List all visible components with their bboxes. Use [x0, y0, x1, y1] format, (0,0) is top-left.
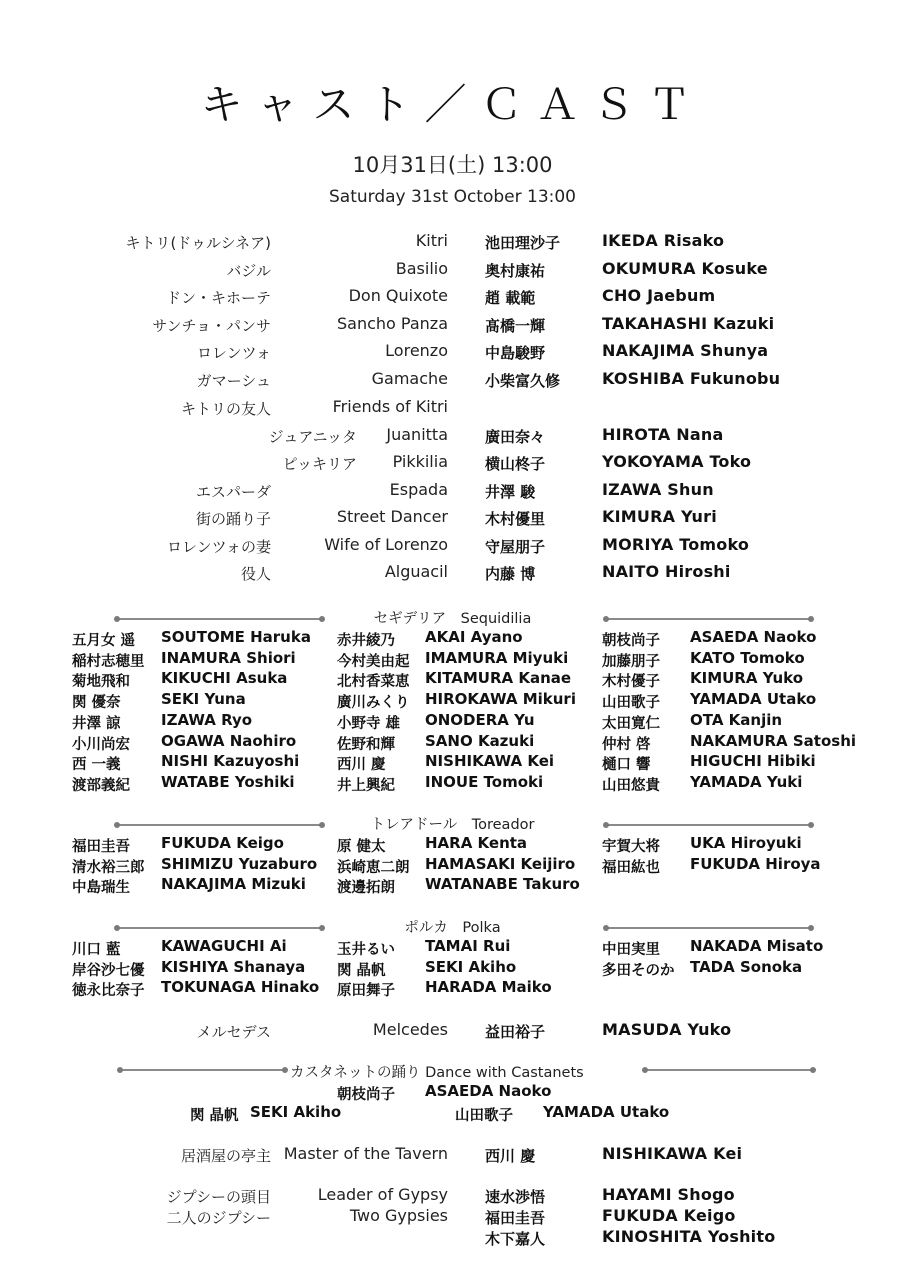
ensemble-name-jp: 関 優奈 — [72, 695, 121, 712]
ensemble-name-jp: 太田寛仁 — [602, 715, 660, 732]
cast-name-jp: 趙 載範 — [485, 289, 536, 307]
ensemble-name-jp: 渡邊拓朗 — [337, 880, 395, 897]
castanets-left-jp: 関 晶帆 — [190, 1108, 239, 1124]
ensemble-name-en: NAKADA Misato — [690, 937, 824, 955]
ensemble-name-jp: 朝枝尚子 — [602, 633, 660, 649]
cast-name-en: MORIYA Tomoko — [602, 535, 750, 554]
ensemble-name-jp: 菊地飛和 — [72, 674, 130, 691]
role-name-en: Juanitta — [386, 425, 448, 444]
role-name-jp: キトリ(ドゥルシネア) — [125, 234, 271, 252]
role-name-en: Sancho Panza — [337, 314, 448, 333]
cast-name-en-gypsy: KINOSHITA Yoshito — [602, 1227, 776, 1246]
cast-name-en: KOSHIBA Fukunobu — [602, 369, 781, 388]
role-name-en: Basilio — [395, 259, 448, 278]
ensemble-name-jp: 関 晶帆 — [337, 962, 386, 979]
ensemble-name-en: NISHIKAWA Kei — [425, 752, 555, 771]
ensemble-name-jp: 井上興紀 — [337, 777, 395, 794]
ensemble-name-en: HAMASAKI Keijiro — [425, 854, 576, 873]
role-name-jp: ガマーシュ — [196, 372, 271, 390]
ensemble-name-en: ASAEDA Naoko — [690, 628, 817, 646]
cast-name-en-tavern: NISHIKAWA Kei — [602, 1144, 743, 1163]
cast-name-jp: 髙橋一輝 — [485, 317, 546, 335]
cast-name-jp: 横山柊子 — [485, 455, 546, 473]
ensemble-name-en: KATO Tomoko — [690, 648, 805, 667]
ensemble-name-en: UKA Hiroyuki — [690, 834, 802, 852]
ensemble-name-en: SEKI Yuna — [161, 690, 246, 709]
ensemble-name-en: NAKAJIMA Mizuki — [161, 875, 306, 894]
cast-name-en: YOKOYAMA Toko — [602, 452, 752, 471]
role-jp-tavern: 居酒屋の亭主 — [180, 1147, 271, 1165]
ensemble-name-en: TAMAI Rui — [425, 937, 511, 955]
divider-line — [117, 927, 322, 929]
ensemble-name-jp: 岸谷沙七優 — [72, 962, 145, 979]
ensemble-name-jp: 原田舞子 — [337, 983, 395, 1000]
ensemble-name-jp: 玉井るい — [337, 942, 395, 958]
castanets-left-en: SEKI Akiho — [250, 1103, 342, 1121]
ensemble-name-jp: 佐野和輝 — [337, 736, 395, 753]
role-name-jp: ドン・キホーテ — [165, 289, 271, 307]
ensemble-name-en: SEKI Akiho — [425, 957, 517, 976]
role-en-tavern: Master of the Tavern — [283, 1144, 448, 1163]
role-name-en: Alguacil — [384, 562, 448, 581]
ensemble-name-en: FUKUDA Keigo — [161, 834, 284, 852]
castanets-right-en: YAMADA Utako — [543, 1103, 670, 1121]
role-name-jp: キトリの友人 — [180, 400, 271, 418]
ensemble-name-en: FUKUDA Hiroya — [690, 854, 821, 873]
ensemble-name-jp: 多田そのか — [602, 962, 675, 979]
cast-name-jp-gypsy-leader: 速水渉悟 — [485, 1188, 546, 1206]
cast-name-jp: 池田理沙子 — [485, 234, 561, 252]
role-jp-mercedes: メルセデス — [196, 1023, 271, 1041]
divider-line — [117, 618, 322, 620]
ensemble-name-en: OTA Kanjin — [690, 710, 783, 729]
ensemble-name-en: OGAWA Naohiro — [161, 731, 297, 750]
cast-name-en: IZAWA Shun — [602, 480, 714, 499]
role-name-jp: エスパーダ — [195, 483, 271, 501]
ensemble-name-en: NISHI Kazuyoshi — [161, 752, 300, 771]
ensemble-name-en: YAMADA Yuki — [690, 772, 803, 791]
divider-line — [606, 824, 811, 826]
ensemble-name-en: HARADA Maiko — [425, 978, 552, 997]
cast-name-jp: 内藤 博 — [485, 565, 536, 583]
ensemble-name-en: SHIMIZU Yuzaburo — [161, 854, 318, 873]
role-name-jp: 役人 — [240, 565, 271, 583]
cast-name-en: KIMURA Yuri — [602, 507, 717, 526]
cast-name-jp: 奥村康祐 — [485, 262, 546, 280]
role-name-en: Gamache — [371, 369, 448, 388]
cast-name-jp: 中島駿野 — [485, 344, 546, 362]
role-name-jp: ロレンツォの妻 — [166, 538, 271, 556]
ensemble-name-en: TADA Sonoka — [690, 957, 803, 976]
cast-name-jp-gypsy: 福田圭吾 — [485, 1209, 546, 1227]
cast-name-en-gypsy: FUKUDA Keigo — [602, 1206, 736, 1225]
ensemble-name-jp: 北村香菜恵 — [337, 674, 410, 691]
ensemble-name-en: KITAMURA Kanae — [425, 669, 572, 688]
ensemble-name-en: WATANABE Takuro — [425, 875, 580, 894]
ensemble-name-jp: 小野寺 雄 — [337, 715, 401, 732]
ensemble-name-en: SANO Kazuki — [425, 731, 535, 750]
cast-name-en: HIROTA Nana — [602, 425, 724, 444]
cast-name-jp-mercedes: 益田裕子 — [485, 1023, 546, 1041]
cast-name-en: CHO Jaebum — [602, 286, 716, 305]
performance-date-en: Saturday 31st October 13:00 — [329, 187, 576, 207]
cast-name-jp: 木村優里 — [485, 510, 546, 528]
role-name-jp: ジュアニッタ — [268, 428, 357, 446]
role-name-jp: 街の踊り子 — [195, 510, 271, 528]
ensemble-name-en: WATABE Yoshiki — [161, 772, 295, 791]
ensemble-name-en: HARA Kenta — [425, 834, 528, 852]
section-title-seguidilla: セギデリア Sequidilia — [373, 611, 532, 627]
ensemble-name-jp: 稲村志穂里 — [72, 653, 145, 670]
role-jp-gypsy-leader: ジプシーの頭目 — [166, 1188, 271, 1206]
role-en-mercedes: Melcedes — [372, 1020, 448, 1039]
divider-line — [606, 618, 811, 620]
ensemble-name-jp: 赤井綾乃 — [337, 633, 395, 649]
role-name-en: Lorenzo — [385, 341, 448, 360]
cast-name-en-mercedes: MASUDA Yuko — [602, 1020, 732, 1039]
role-en-two-gypsies: Two Gypsies — [349, 1206, 448, 1225]
ensemble-name-en: YAMADA Utako — [690, 690, 817, 709]
ensemble-name-en: IZAWA Ryo — [161, 710, 253, 729]
ensemble-name-en: ONODERA Yu — [425, 710, 535, 729]
ensemble-name-jp: 原 健太 — [337, 839, 386, 855]
divider-line — [645, 1069, 813, 1071]
role-name-en: Street Dancer — [336, 507, 448, 526]
ensemble-name-en: SOUTOME Haruka — [161, 628, 311, 646]
role-name-en: Friends of Kitri — [332, 397, 448, 416]
ensemble-name-jp: 渡部義紀 — [72, 777, 130, 794]
ensemble-name-en: AKAI Ayano — [425, 628, 523, 646]
divider-line — [120, 1069, 285, 1071]
role-jp-two-gypsies: 二人のジプシー — [166, 1209, 271, 1227]
ensemble-name-en: HIROKAWA Mikuri — [425, 690, 576, 709]
role-name-jp: ピッキリア — [282, 455, 357, 473]
ensemble-name-jp: 今村美由起 — [337, 653, 410, 670]
role-name-en: Pikkilia — [392, 452, 448, 471]
divider-line — [117, 824, 322, 826]
ensemble-name-jp: 福田圭吾 — [72, 839, 130, 855]
ensemble-name-jp: 宇賀大将 — [602, 839, 660, 855]
role-name-en: Wife of Lorenzo — [324, 535, 448, 554]
cast-name-en: TAKAHASHI Kazuki — [602, 314, 775, 333]
ensemble-name-jp: 小川尚宏 — [72, 736, 130, 753]
ensemble-name-en: KISHIYA Shanaya — [161, 957, 306, 976]
ensemble-name-jp: 五月女 遥 — [72, 633, 136, 649]
cast-name-jp-tavern: 西川 慶 — [485, 1147, 536, 1165]
ensemble-name-jp: 西川 慶 — [337, 757, 386, 774]
ensemble-name-jp: 山田悠貴 — [602, 777, 660, 794]
ensemble-name-en: NAKAMURA Satoshi — [690, 731, 857, 750]
ensemble-name-en: INAMURA Shiori — [161, 648, 296, 667]
ensemble-name-jp: 清水裕三郎 — [72, 859, 145, 876]
cast-name-en: NAKAJIMA Shunya — [602, 341, 769, 360]
ensemble-name-jp: 福田紘也 — [602, 859, 660, 876]
ensemble-name-jp: 仲村 啓 — [602, 736, 651, 753]
role-en-gypsy-leader: Leader of Gypsy — [317, 1185, 448, 1204]
ensemble-name-jp: 中田実里 — [602, 942, 660, 958]
castanets-center-jp: 朝枝尚子 — [337, 1087, 395, 1103]
cast-name-jp: 守屋朋子 — [485, 538, 546, 556]
ensemble-name-jp: 川口 藍 — [72, 942, 121, 958]
ensemble-name-jp: 徳永比奈子 — [72, 983, 145, 1000]
ensemble-name-jp: 樋口 響 — [602, 757, 651, 774]
ensemble-name-jp: 木村優子 — [602, 674, 660, 691]
ensemble-name-jp: 中島瑞生 — [72, 880, 130, 897]
section-title-castanets: カスタネットの踊り Dance with Castanets — [290, 1065, 584, 1081]
cast-name-jp: 井澤 駿 — [485, 483, 536, 501]
role-name-jp: バジル — [226, 262, 271, 280]
role-name-en: Espada — [389, 480, 448, 499]
cast-name-en: OKUMURA Kosuke — [602, 259, 768, 278]
cast-name-jp: 廣田奈々 — [485, 428, 546, 446]
page-title: キャスト／ＣＡＳＴ — [200, 80, 705, 129]
role-name-jp: サンチョ・パンサ — [152, 317, 271, 335]
ensemble-name-jp: 山田歌子 — [602, 695, 660, 712]
castanets-center-en: ASAEDA Naoko — [425, 1082, 552, 1100]
ensemble-name-jp: 西 一義 — [72, 757, 121, 774]
role-name-jp: ロレンツォ — [196, 344, 271, 362]
ensemble-name-en: KIMURA Yuko — [690, 669, 804, 688]
castanets-right-jp: 山田歌子 — [455, 1108, 513, 1124]
ensemble-name-en: HIGUCHI Hibiki — [690, 752, 816, 771]
cast-name-en: IKEDA Risako — [602, 231, 725, 250]
ensemble-name-en: KAWAGUCHI Ai — [161, 937, 287, 955]
ensemble-name-jp: 加藤朋子 — [602, 653, 660, 670]
ensemble-name-jp: 井澤 諒 — [72, 715, 121, 732]
ensemble-name-en: TOKUNAGA Hinako — [161, 978, 320, 997]
divider-line — [606, 927, 811, 929]
performance-date-jp: 10月31日(土) 13:00 — [352, 153, 553, 177]
section-title-polka: ポルカ Polka — [404, 920, 501, 936]
cast-name-jp-gypsy: 木下嘉人 — [485, 1230, 546, 1248]
ensemble-name-jp: 浜崎恵二朗 — [337, 859, 410, 876]
ensemble-name-en: INOUE Tomoki — [425, 772, 544, 791]
ensemble-name-en: KIKUCHI Asuka — [161, 669, 288, 688]
cast-name-en-gypsy-leader: HAYAMI Shogo — [602, 1185, 735, 1204]
ensemble-name-jp: 廣川みくり — [337, 695, 410, 712]
role-name-en: Kitri — [415, 231, 448, 250]
cast-name-jp: 小柴富久修 — [485, 372, 561, 390]
role-name-en: Don Quixote — [348, 286, 448, 305]
section-title-toreador: トレアドール Toreador — [370, 817, 535, 833]
ensemble-name-en: IMAMURA Miyuki — [425, 648, 569, 667]
cast-name-en: NAITO Hiroshi — [602, 562, 731, 581]
